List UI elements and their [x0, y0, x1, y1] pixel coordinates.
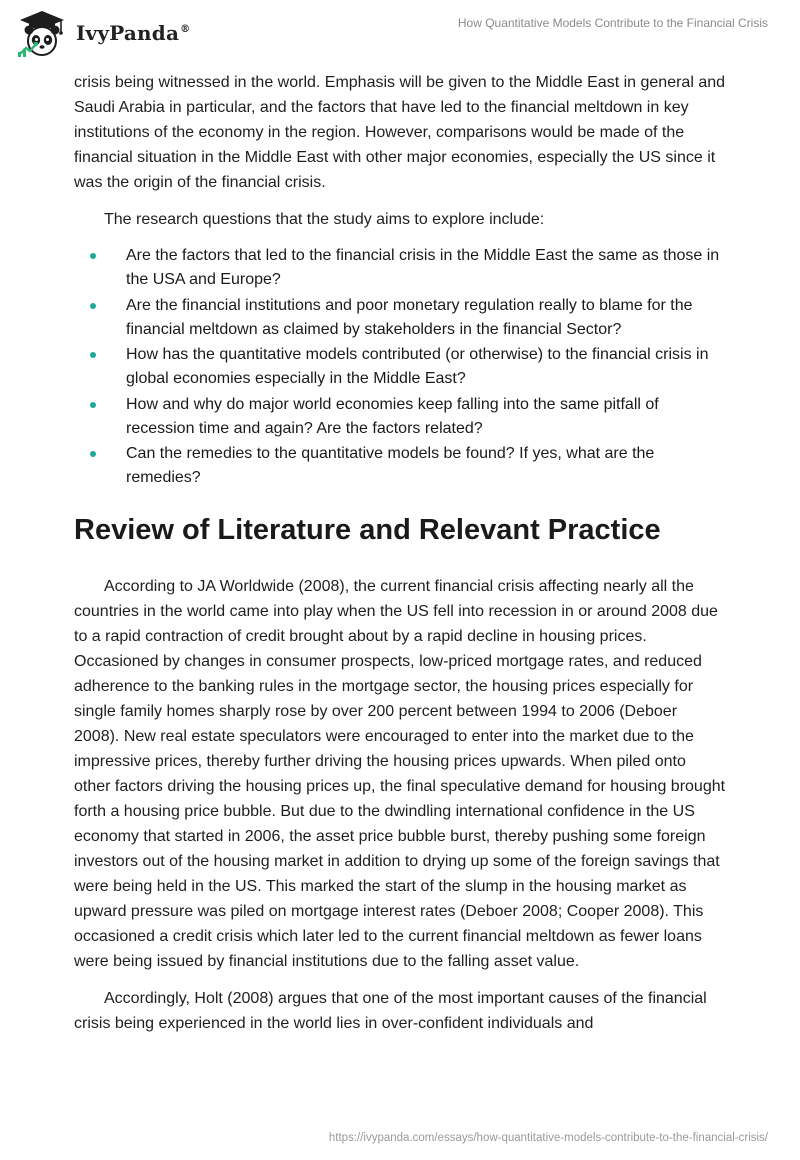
question-text: Are the factors that led to the financial crisis in the Middle East the same as those in the USA and Europe?: [126, 247, 720, 288]
bullet-icon: [90, 352, 96, 358]
questions-intro: The research questions that the study aims to explore include:: [104, 211, 545, 228]
literature-paragraph-2: Accordingly, Holt (2008) argues that one of the most important causes of the financial crisis being experienced in the world lies in over-confident individuals and: [74, 990, 707, 1032]
brand-name: IvyPanda®: [76, 21, 191, 45]
source-url[interactable]: https://ivypanda.com/essays/how-quantitative-models-contribute-to-the-financial-crisis/: [328, 1132, 768, 1144]
bullet-icon: [90, 402, 96, 408]
list-item: [74, 393, 726, 441]
document-title: How Quantitative Models Contribute to the Financial Crisis: [457, 16, 768, 30]
bullet-icon: [90, 303, 96, 309]
page-header: [0, 0, 800, 66]
bullet-icon: [90, 451, 96, 457]
list-item: [74, 343, 726, 391]
essay-content: [74, 70, 726, 1048]
list-item: [74, 442, 726, 490]
question-text: How has the quantitative models contributed (or otherwise) to the financial crisis in global economies especially in the Middle East?: [126, 346, 709, 387]
question-text: Can the remedies to the quantitative models be found? If yes, what are the remedies?: [126, 445, 655, 486]
literature-paragraph-1: According to JA Worldwide (2008), the current financial crisis affecting nearly all the countries in the world came into play when the US fell into recession in or around 2008 due to a rapid contraction of credit brought about by a rapid decline in housing prices. Occasioned by changes in consumer prospects, low-priced mortgage rates, and reduced adherence to the banking rules in the mortgage sector, the housing prices especially for single family homes sharply rose by over 200 percent between 1994 to 2006 (Deboer 2008). New real estate speculators were encouraged to enter into the market due to the impressive prices, thereby further driving the housing prices upwards. When piled onto other factors driving the housing prices up, the final speculative demand for housing brought forth a housing price bubble. But due to the dwindling international confidence in the US economy that started in 2006, the asset price bubble burst, thereby pushing some foreign investors out of the housing market in addition to drying up some of the foreign savings that were being held in the US. This marked the start of the slump in the housing market as upward pressure was piled on mortgage interest rates (Deboer 2008; Cooper 2008). This occasioned a credit crisis which later led to the current financial meltdown as fewer loans were being issued by financial institutions due to the falling asset value.: [74, 578, 726, 970]
list-item: [74, 294, 726, 342]
bullet-icon: [90, 253, 96, 259]
question-text: How and why do major world economies keep falling into the same pitfall of recession time and again? Are the factors related?: [126, 395, 659, 437]
section-heading: Review of Literature and Relevant Practice: [74, 514, 661, 546]
intro-paragraph: crisis being witnessed in the world. Emphasis will be given to the Middle East in general and Saudi Arabia in particular, and the factors that have led to the financial meltdown in key institutions of the economy in the region. However, comparisons would be made of the financial situation in the Middle East with other major economies, especially the US since it was the origin of the financial crisis.: [74, 74, 726, 191]
research-questions-list: [74, 244, 726, 490]
ivypanda-logo[interactable]: [14, 8, 190, 58]
list-item: [74, 244, 726, 292]
panda-graduate-icon: [14, 8, 70, 58]
question-text: Are the financial institutions and poor monetary regulation really to blame for the financial meltdown as claimed by stakeholders in the financial Sector?: [126, 296, 693, 338]
